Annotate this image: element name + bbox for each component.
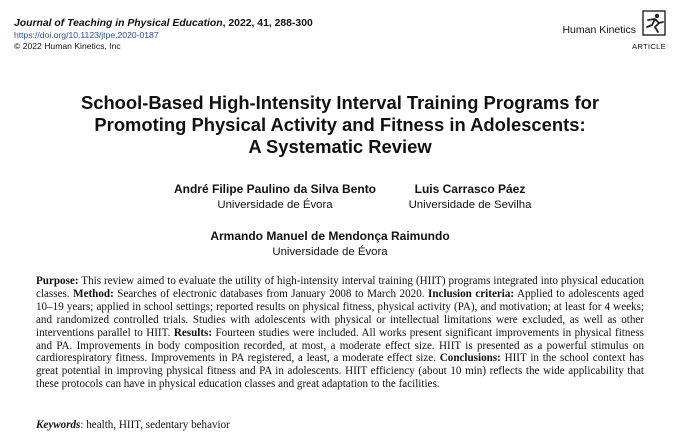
author-affiliation: Universidade de Sevilha [408, 199, 532, 211]
title-line: Promoting Physical Activity and Fitness in Adolescents: [94, 114, 586, 135]
article-type-label: ARTICLE [631, 42, 666, 51]
author-name: Luis Carrasco Páez [414, 182, 526, 196]
author-block [160, 228, 500, 260]
author-block [390, 181, 550, 213]
publisher-name: Human Kinetics [562, 24, 636, 36]
author-affiliation: Universidade de Évora [272, 246, 388, 258]
abstract [36, 275, 644, 391]
author-name: Armando Manuel de Mendonça Raimundo [210, 229, 450, 243]
author-block [160, 181, 390, 213]
human-kinetics-logo-icon [642, 10, 666, 36]
title-line: A Systematic Review [248, 136, 432, 157]
inclusion-text: Applied to adolescents aged 10–19 years; applied in school settings; reported results on physical fitness, physical activity (PA), and motivation; at least for 4 weeks; and randomized controlled trials. Studies with adolescents with physical or intellectual limitations were excluded, as well as other interventions parallel to HIIT. [36, 287, 644, 339]
copyright: © 2022 Human Kinetics, Inc [14, 41, 121, 51]
conclusions-label: Conclusions: [439, 352, 501, 365]
author-name: André Filipe Paulino da Silva Bento [173, 182, 377, 196]
journal-volume-pages: , 2022, 41, 288-300 [222, 18, 313, 29]
doi-link[interactable]: https://doi.org/10.1123/jtpe.2020-0187 [14, 30, 159, 40]
paper-title [0, 92, 680, 158]
conclusions-text: HIIT in the school context has great potential in improving physical fitness and PA in adolescents. HIIT efficiency (about 10 min) reflects the wide applicability that these protocols can have in physical education classes and great adaptation to the facilities. [36, 352, 644, 391]
journal-header [14, 17, 313, 52]
author-affiliation: Universidade de Évora [217, 199, 333, 211]
journal-citation [14, 17, 313, 30]
journal-name: Journal of Teaching in Physical Education [14, 18, 223, 29]
keywords-text: : health, HIIT, sedentary behavior [80, 419, 230, 431]
title-line: School-Based High-Intensity Interval Training Programs for [80, 92, 600, 113]
purpose-label: Purpose: [36, 275, 79, 287]
purpose-text: This review aimed to evaluate the utility of high-intensity interval training (HIIT) programs integrated into physical education classes. [36, 275, 644, 300]
results-label: Results: [173, 326, 213, 339]
results-text: Fourteen studies were included. All works present significant improvements in physical fitness and PA. Improvements in body composition recorded, at most, a moderate effect size. HIIT is presented as a powerful stimulus on cardiorespiratory fitness. Improvements in PA registered, a least, a moderate effect size. [36, 326, 644, 365]
keywords [36, 419, 230, 431]
inclusion-label: Inclusion criteria: [428, 287, 515, 300]
keywords-label: Keywords [36, 419, 81, 431]
method-text: Searches of electronic databases from January 2008 to March 2020. [113, 287, 429, 300]
method-label: Method: [73, 287, 114, 300]
